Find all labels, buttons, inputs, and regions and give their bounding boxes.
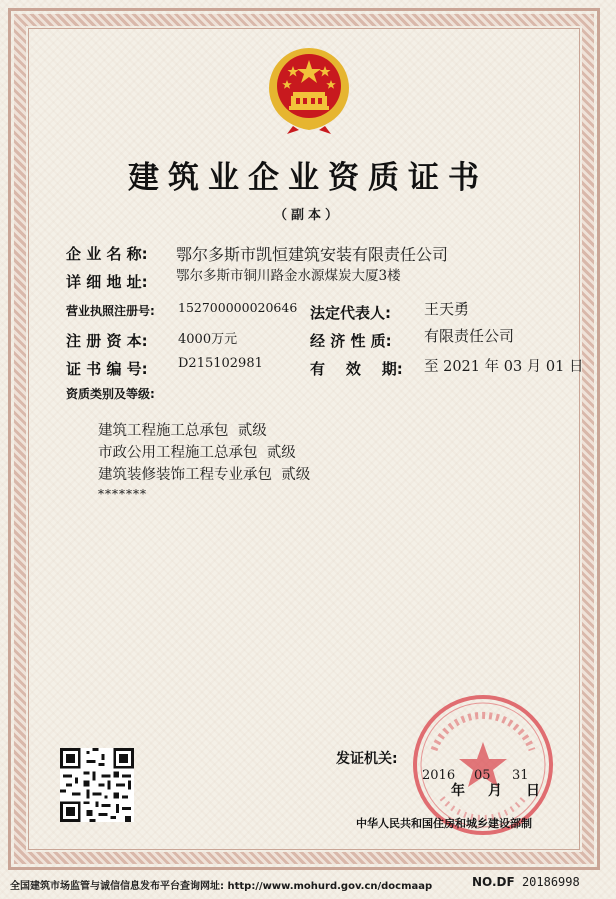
license-label: 营业执照注册号: [66, 304, 155, 318]
license-value: 152700000020646 [178, 300, 298, 315]
capital-label: 注 册 资 本: [66, 332, 148, 350]
issuing-authority: 中华人民共和国住房和城乡建设部制 [356, 817, 532, 830]
address-label: 详 细 地 址: [66, 273, 148, 291]
validity-label: 有 效 期: [310, 360, 403, 378]
cert-number-label: 证 书 编 号: [66, 360, 148, 378]
issue-day: 31 [512, 768, 529, 783]
validity-value: 至 2021 年 03 月 01 日 [424, 359, 584, 375]
qr-code-icon [60, 748, 134, 822]
company-name-label: 企 业 名 称: [66, 245, 148, 263]
issue-year: 2016 [422, 768, 456, 783]
legal-rep-value: 王天勇 [424, 300, 470, 318]
legal-rep-label: 法定代表人: [310, 304, 391, 322]
document-number [472, 875, 580, 889]
certificate-title: 建筑业企业资质证书 [128, 160, 488, 196]
address-value: 鄂尔多斯市铜川路金水源煤炭大厦3楼 [176, 268, 401, 284]
economic-nature-label: 经 济 性 质: [310, 332, 392, 350]
issue-month: 05 [474, 768, 491, 783]
company-name-value: 鄂尔多斯市凯恒建筑安装有限责任公司 [176, 245, 449, 264]
footer-query-url: 全国建筑市场监管与诚信信息发布平台查询网址: http://www.mohurd.gov.cn/docmaap [10, 881, 433, 892]
national-emblem-icon [263, 44, 355, 136]
cert-number-value: D215102981 [178, 356, 263, 371]
qualification-label: 资质类别及等级: [66, 387, 155, 401]
qualification-item: ******* [98, 487, 147, 501]
qualification-item: 市政公用工程施工总承包 贰级 [98, 445, 296, 461]
document-number-value: 20186998 [521, 875, 580, 889]
document-number-label: NO.DF [472, 875, 515, 889]
qualification-item: 建筑工程施工总承包 贰级 [98, 423, 267, 439]
qualification-item: 建筑装修装饰工程专业承包 贰级 [98, 467, 311, 483]
issue-day-unit: 日 [526, 783, 540, 799]
issue-year-unit: 年 [451, 783, 465, 799]
certificate-subtitle: （副本） [273, 208, 342, 223]
issuer-label: 发证机关: [336, 751, 398, 767]
issue-month-unit: 月 [488, 783, 502, 799]
capital-value: 4000万元 [178, 332, 238, 347]
economic-nature-value: 有限责任公司 [424, 327, 515, 345]
